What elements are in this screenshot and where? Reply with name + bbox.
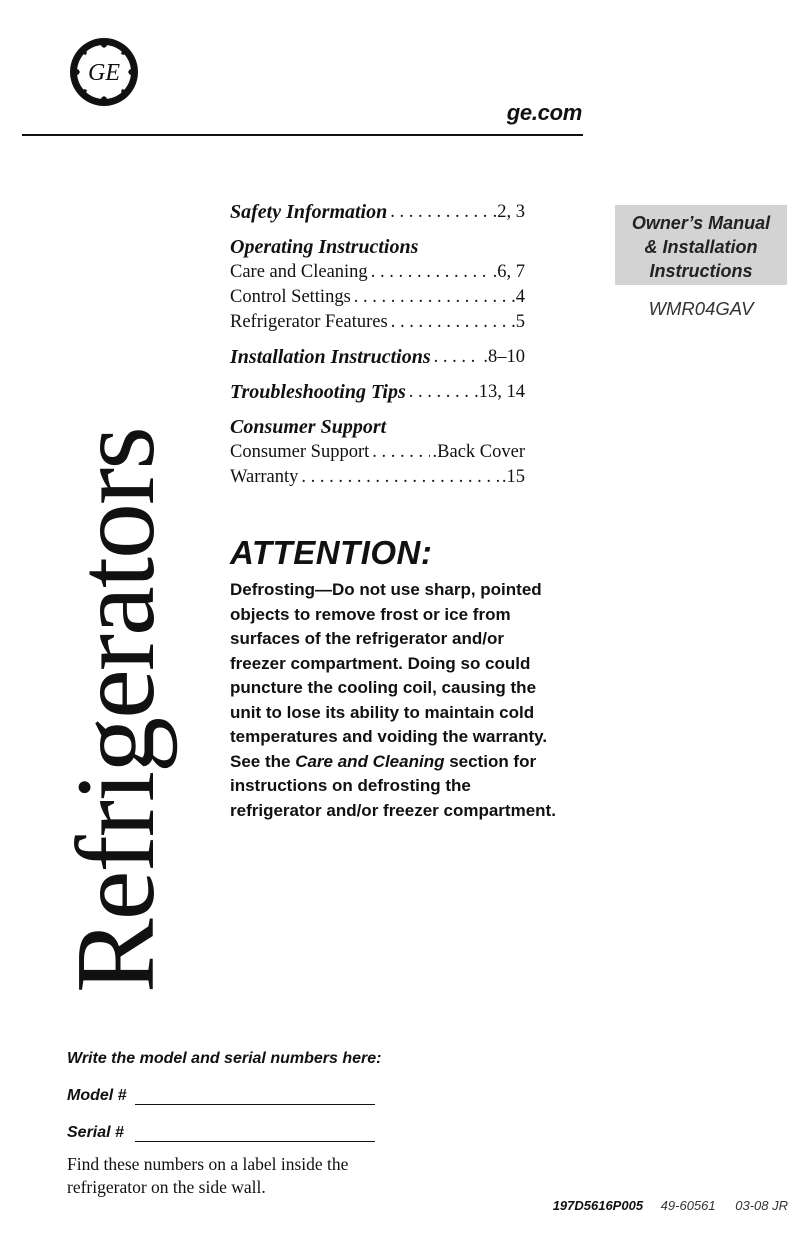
- model-number: WMR04GAV: [648, 298, 754, 319]
- manual-line-1: Owner’s Manual: [631, 213, 771, 233]
- toc-heading-row[interactable]: [230, 380, 525, 405]
- toc-heading-row[interactable]: [230, 235, 525, 260]
- toc-page: .4: [511, 287, 525, 307]
- footer-codes: [553, 1198, 788, 1213]
- form-title: Write the model and serial numbers here:: [67, 1050, 382, 1067]
- toc-leader-dots: [371, 260, 490, 285]
- attention-body: [230, 578, 560, 823]
- attention-text-pre: Defrosting—Do not use sharp, pointed objects to remove frost or ice from surfaces of the refrigerator and/or freezer compartment. Doing so could puncture the cooling coil, causing the unit to lose its ability to maintain cold temperatures and voiding the warranty. See the: [230, 580, 548, 771]
- toc-section: [230, 415, 525, 490]
- logo-text: GE: [88, 60, 120, 86]
- serial-line: [67, 1123, 397, 1142]
- toc-heading: Installation Instructions: [230, 346, 431, 368]
- toc-heading-row[interactable]: [230, 345, 525, 370]
- toc-page: .13, 14: [474, 382, 525, 402]
- model-label: Model #: [67, 1087, 127, 1104]
- toc-heading: Safety Information: [230, 201, 388, 223]
- part-number: 197D5616P005: [552, 1198, 644, 1213]
- toc-item-label: Warranty: [230, 467, 299, 487]
- toc-leader-dots: [391, 310, 508, 335]
- manual-line-3: Instructions: [649, 261, 753, 281]
- serial-label: Serial #: [67, 1124, 124, 1141]
- pub-number: 49-60561: [660, 1198, 716, 1213]
- model-blank-field[interactable]: [135, 1086, 375, 1105]
- header-rule: [22, 134, 583, 136]
- attention-text-post: section for instructions on defrosting the refrigerator and/or freezer compartment.: [230, 751, 556, 820]
- pub-date: 03-08 JR: [735, 1198, 788, 1213]
- product-title: Refrigerators: [54, 428, 178, 993]
- toc-item-label: Care and Cleaning: [230, 262, 368, 282]
- table-of-contents: [230, 200, 525, 490]
- toc-heading-row[interactable]: [230, 415, 525, 440]
- toc-item-label: Refrigerator Features: [230, 312, 388, 332]
- serial-blank-field[interactable]: [135, 1123, 375, 1142]
- ge-logo-icon: [68, 36, 140, 108]
- toc-leader-dots: [409, 380, 471, 405]
- toc-section: [230, 200, 525, 225]
- toc-page: .6, 7: [492, 262, 525, 282]
- toc-section: [230, 235, 525, 335]
- toc-heading: Troubleshooting Tips: [230, 381, 406, 403]
- toc-leader-dots: [434, 345, 481, 370]
- find-numbers-note: Find these numbers on a label inside the refrigerator on the side wall.: [67, 1154, 349, 1197]
- serial-form: [67, 1050, 397, 1142]
- toc-heading: Operating Instructions: [230, 236, 419, 258]
- toc-item[interactable]: [230, 260, 525, 285]
- toc-page: .8–10: [483, 347, 525, 367]
- care-and-cleaning-ref: Care and Cleaning: [295, 751, 445, 771]
- site-url[interactable]: ge.com: [506, 100, 582, 125]
- toc-item[interactable]: [230, 310, 525, 335]
- owners-manual-box: [615, 205, 787, 285]
- toc-page: .5: [511, 312, 525, 332]
- toc-leader-dots: [354, 285, 508, 310]
- toc-heading-row[interactable]: [230, 200, 525, 225]
- toc-leader-dots: [372, 440, 429, 465]
- toc-section: [230, 345, 525, 370]
- attention-title: ATTENTION:: [230, 534, 433, 571]
- toc-page: .2, 3: [492, 202, 525, 222]
- toc-item[interactable]: [230, 465, 525, 490]
- toc-heading: Consumer Support: [230, 416, 387, 438]
- ge-logo: [68, 36, 140, 108]
- toc-item-label: Consumer Support: [230, 442, 370, 462]
- toc-leader-dots: [301, 465, 499, 490]
- toc-item-label: Control Settings: [230, 287, 351, 307]
- toc-item[interactable]: [230, 285, 525, 310]
- toc-page: .Back Cover: [432, 442, 525, 462]
- toc-page: .15: [501, 467, 525, 487]
- model-line: [67, 1086, 397, 1105]
- toc-item[interactable]: [230, 440, 525, 465]
- toc-leader-dots: [390, 200, 489, 225]
- manual-line-2: & Installation: [644, 237, 758, 257]
- toc-section: [230, 380, 525, 405]
